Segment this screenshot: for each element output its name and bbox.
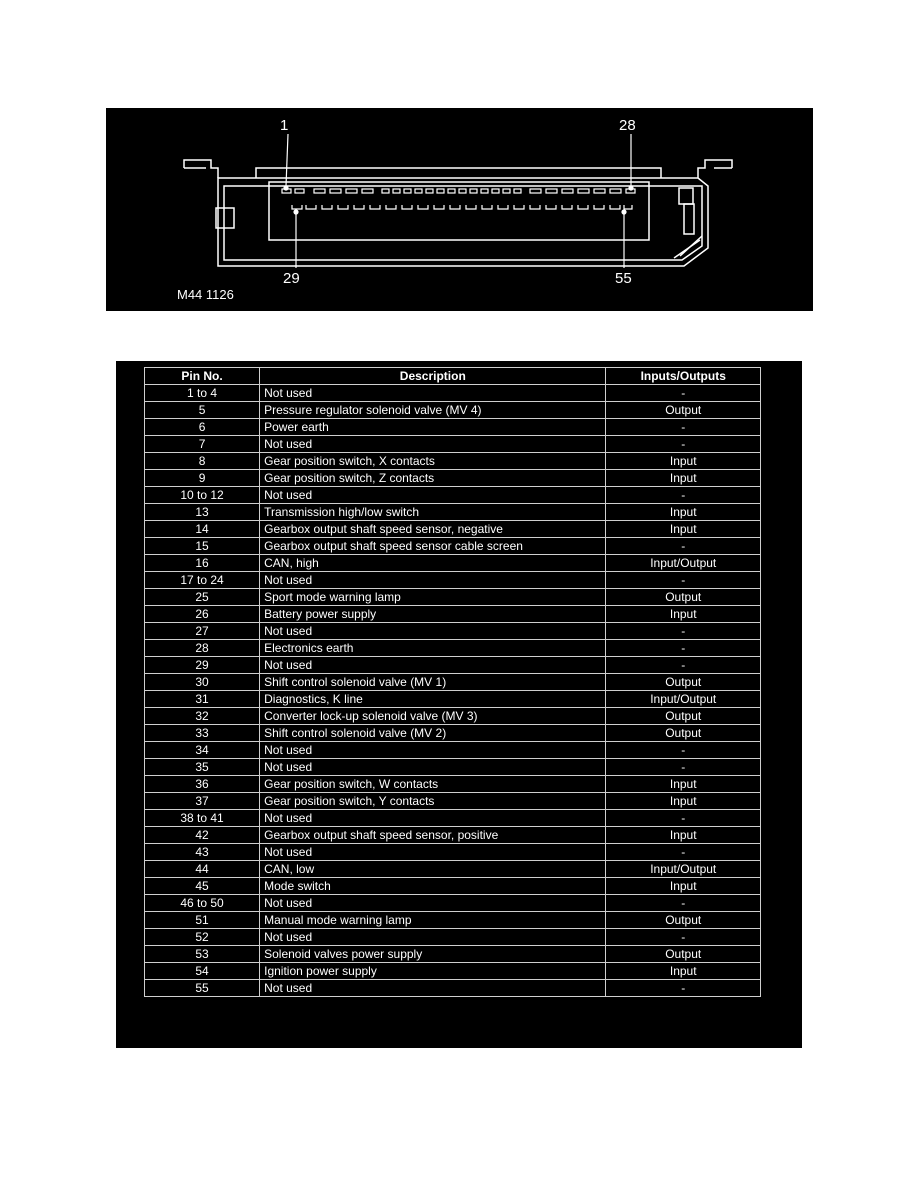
io-cell: Input xyxy=(606,878,761,895)
description-cell: Gear position switch, W contacts xyxy=(260,776,606,793)
table-row xyxy=(145,504,761,521)
io-cell: Input xyxy=(606,470,761,487)
pin-cell: 1 to 4 xyxy=(145,385,260,402)
io-cell: - xyxy=(606,929,761,946)
pin-cell: 55 xyxy=(145,980,260,997)
pin-cell: 54 xyxy=(145,963,260,980)
description-cell: Manual mode warning lamp xyxy=(260,912,606,929)
table-row xyxy=(145,657,761,674)
description-cell: Transmission high/low switch xyxy=(260,504,606,521)
pin-table xyxy=(144,367,761,997)
description-cell: Battery power supply xyxy=(260,606,606,623)
io-cell: Input/Output xyxy=(606,861,761,878)
pin-cell: 43 xyxy=(145,844,260,861)
pin-cell: 53 xyxy=(145,946,260,963)
description-cell: Diagnostics, K line xyxy=(260,691,606,708)
description-cell: CAN, high xyxy=(260,555,606,572)
table-header-row xyxy=(145,368,761,385)
io-cell: Input/Output xyxy=(606,691,761,708)
description-cell: Electronics earth xyxy=(260,640,606,657)
pin-cell: 45 xyxy=(145,878,260,895)
table-row xyxy=(145,606,761,623)
table-row xyxy=(145,912,761,929)
callout-pin-29: 29 xyxy=(283,270,300,287)
header-inputs-outputs: Inputs/Outputs xyxy=(606,368,761,385)
table-row xyxy=(145,725,761,742)
description-cell: Not used xyxy=(260,929,606,946)
table-row xyxy=(145,793,761,810)
pin-cell: 46 to 50 xyxy=(145,895,260,912)
description-cell: Not used xyxy=(260,436,606,453)
io-cell: Input/Output xyxy=(606,555,761,572)
table-row xyxy=(145,521,761,538)
pin-cell: 36 xyxy=(145,776,260,793)
table-row xyxy=(145,810,761,827)
io-cell: Input xyxy=(606,453,761,470)
description-cell: Gear position switch, Y contacts xyxy=(260,793,606,810)
header-description: Description xyxy=(260,368,606,385)
io-cell: - xyxy=(606,487,761,504)
table-row xyxy=(145,555,761,572)
pin-cell: 17 to 24 xyxy=(145,572,260,589)
io-cell: Output xyxy=(606,725,761,742)
pin-cell: 14 xyxy=(145,521,260,538)
table-row xyxy=(145,929,761,946)
description-cell: Gear position switch, X contacts xyxy=(260,453,606,470)
pin-cell: 13 xyxy=(145,504,260,521)
pin-cell: 35 xyxy=(145,759,260,776)
io-cell: Output xyxy=(606,402,761,419)
io-cell: Output xyxy=(606,708,761,725)
description-cell: Gearbox output shaft speed sensor, negative xyxy=(260,521,606,538)
io-cell: - xyxy=(606,623,761,640)
pin-cell: 9 xyxy=(145,470,260,487)
pin-cell: 34 xyxy=(145,742,260,759)
description-cell: Gearbox output shaft speed sensor, positive xyxy=(260,827,606,844)
callout-pin-55: 55 xyxy=(615,270,632,287)
io-cell: - xyxy=(606,385,761,402)
io-cell: - xyxy=(606,419,761,436)
description-cell: Not used xyxy=(260,657,606,674)
description-cell: Gearbox output shaft speed sensor cable screen xyxy=(260,538,606,555)
pin-cell: 31 xyxy=(145,691,260,708)
io-cell: Input xyxy=(606,521,761,538)
description-cell: Not used xyxy=(260,810,606,827)
pin-cell: 52 xyxy=(145,929,260,946)
description-cell: Ignition power supply xyxy=(260,963,606,980)
io-cell: - xyxy=(606,742,761,759)
table-row xyxy=(145,436,761,453)
io-cell: Input xyxy=(606,827,761,844)
pin-cell: 37 xyxy=(145,793,260,810)
table-row xyxy=(145,708,761,725)
table-row xyxy=(145,538,761,555)
description-cell: Not used xyxy=(260,572,606,589)
pin-cell: 44 xyxy=(145,861,260,878)
pin-cell: 38 to 41 xyxy=(145,810,260,827)
table-row xyxy=(145,759,761,776)
callout-pin-28: 28 xyxy=(619,117,636,134)
pin-cell: 33 xyxy=(145,725,260,742)
table-row xyxy=(145,589,761,606)
pin-cell: 6 xyxy=(145,419,260,436)
io-cell: - xyxy=(606,844,761,861)
description-cell: Not used xyxy=(260,895,606,912)
io-cell: - xyxy=(606,759,761,776)
pin-cell: 15 xyxy=(145,538,260,555)
pin-cell: 26 xyxy=(145,606,260,623)
table-body xyxy=(145,385,761,997)
description-cell: Converter lock-up solenoid valve (MV 3) xyxy=(260,708,606,725)
pin-cell: 27 xyxy=(145,623,260,640)
header-pin-no: Pin No. xyxy=(145,368,260,385)
io-cell: - xyxy=(606,640,761,657)
callout-pin-1: 1 xyxy=(280,117,289,134)
connector-drawing xyxy=(106,108,813,311)
table-row xyxy=(145,980,761,997)
description-cell: Not used xyxy=(260,623,606,640)
description-cell: CAN, low xyxy=(260,861,606,878)
table-row xyxy=(145,674,761,691)
io-cell: Output xyxy=(606,946,761,963)
pin-table-panel xyxy=(116,361,802,1048)
table-row xyxy=(145,572,761,589)
io-cell: Input xyxy=(606,793,761,810)
io-cell: Input xyxy=(606,504,761,521)
description-cell: Not used xyxy=(260,844,606,861)
table-row xyxy=(145,419,761,436)
table-row xyxy=(145,963,761,980)
description-cell: Shift control solenoid valve (MV 1) xyxy=(260,674,606,691)
pin-cell: 42 xyxy=(145,827,260,844)
pin-cell: 16 xyxy=(145,555,260,572)
table-row xyxy=(145,827,761,844)
table-row xyxy=(145,691,761,708)
table-row xyxy=(145,742,761,759)
pin-cell: 10 to 12 xyxy=(145,487,260,504)
description-cell: Mode switch xyxy=(260,878,606,895)
connector-diagram xyxy=(106,108,813,311)
description-cell: Power earth xyxy=(260,419,606,436)
table-row xyxy=(145,623,761,640)
io-cell: Output xyxy=(606,589,761,606)
pin-cell: 7 xyxy=(145,436,260,453)
pin-cell: 8 xyxy=(145,453,260,470)
io-cell: Output xyxy=(606,674,761,691)
table-row xyxy=(145,470,761,487)
description-cell: Shift control solenoid valve (MV 2) xyxy=(260,725,606,742)
description-cell: Pressure regulator solenoid valve (MV 4) xyxy=(260,402,606,419)
table-row xyxy=(145,640,761,657)
pin-cell: 28 xyxy=(145,640,260,657)
io-cell: Input xyxy=(606,963,761,980)
description-cell: Gear position switch, Z contacts xyxy=(260,470,606,487)
io-cell: - xyxy=(606,657,761,674)
description-cell: Not used xyxy=(260,385,606,402)
table-row xyxy=(145,844,761,861)
description-cell: Not used xyxy=(260,487,606,504)
table-row xyxy=(145,453,761,470)
io-cell: - xyxy=(606,810,761,827)
table-row xyxy=(145,402,761,419)
description-cell: Sport mode warning lamp xyxy=(260,589,606,606)
description-cell: Solenoid valves power supply xyxy=(260,946,606,963)
pin-cell: 29 xyxy=(145,657,260,674)
table-row xyxy=(145,385,761,402)
table-row xyxy=(145,487,761,504)
io-cell: - xyxy=(606,895,761,912)
table-row xyxy=(145,946,761,963)
io-cell: - xyxy=(606,538,761,555)
description-cell: Not used xyxy=(260,980,606,997)
pin-cell: 32 xyxy=(145,708,260,725)
table-row xyxy=(145,878,761,895)
pin-cell: 30 xyxy=(145,674,260,691)
table-row xyxy=(145,861,761,878)
io-cell: - xyxy=(606,436,761,453)
description-cell: Not used xyxy=(260,759,606,776)
figure-code: M44 1126 xyxy=(177,287,234,302)
io-cell: Output xyxy=(606,912,761,929)
pin-cell: 5 xyxy=(145,402,260,419)
io-cell: Input xyxy=(606,606,761,623)
table-row xyxy=(145,895,761,912)
io-cell: - xyxy=(606,572,761,589)
pin-cell: 25 xyxy=(145,589,260,606)
io-cell: - xyxy=(606,980,761,997)
table-row xyxy=(145,776,761,793)
description-cell: Not used xyxy=(260,742,606,759)
pin-cell: 51 xyxy=(145,912,260,929)
io-cell: Input xyxy=(606,776,761,793)
